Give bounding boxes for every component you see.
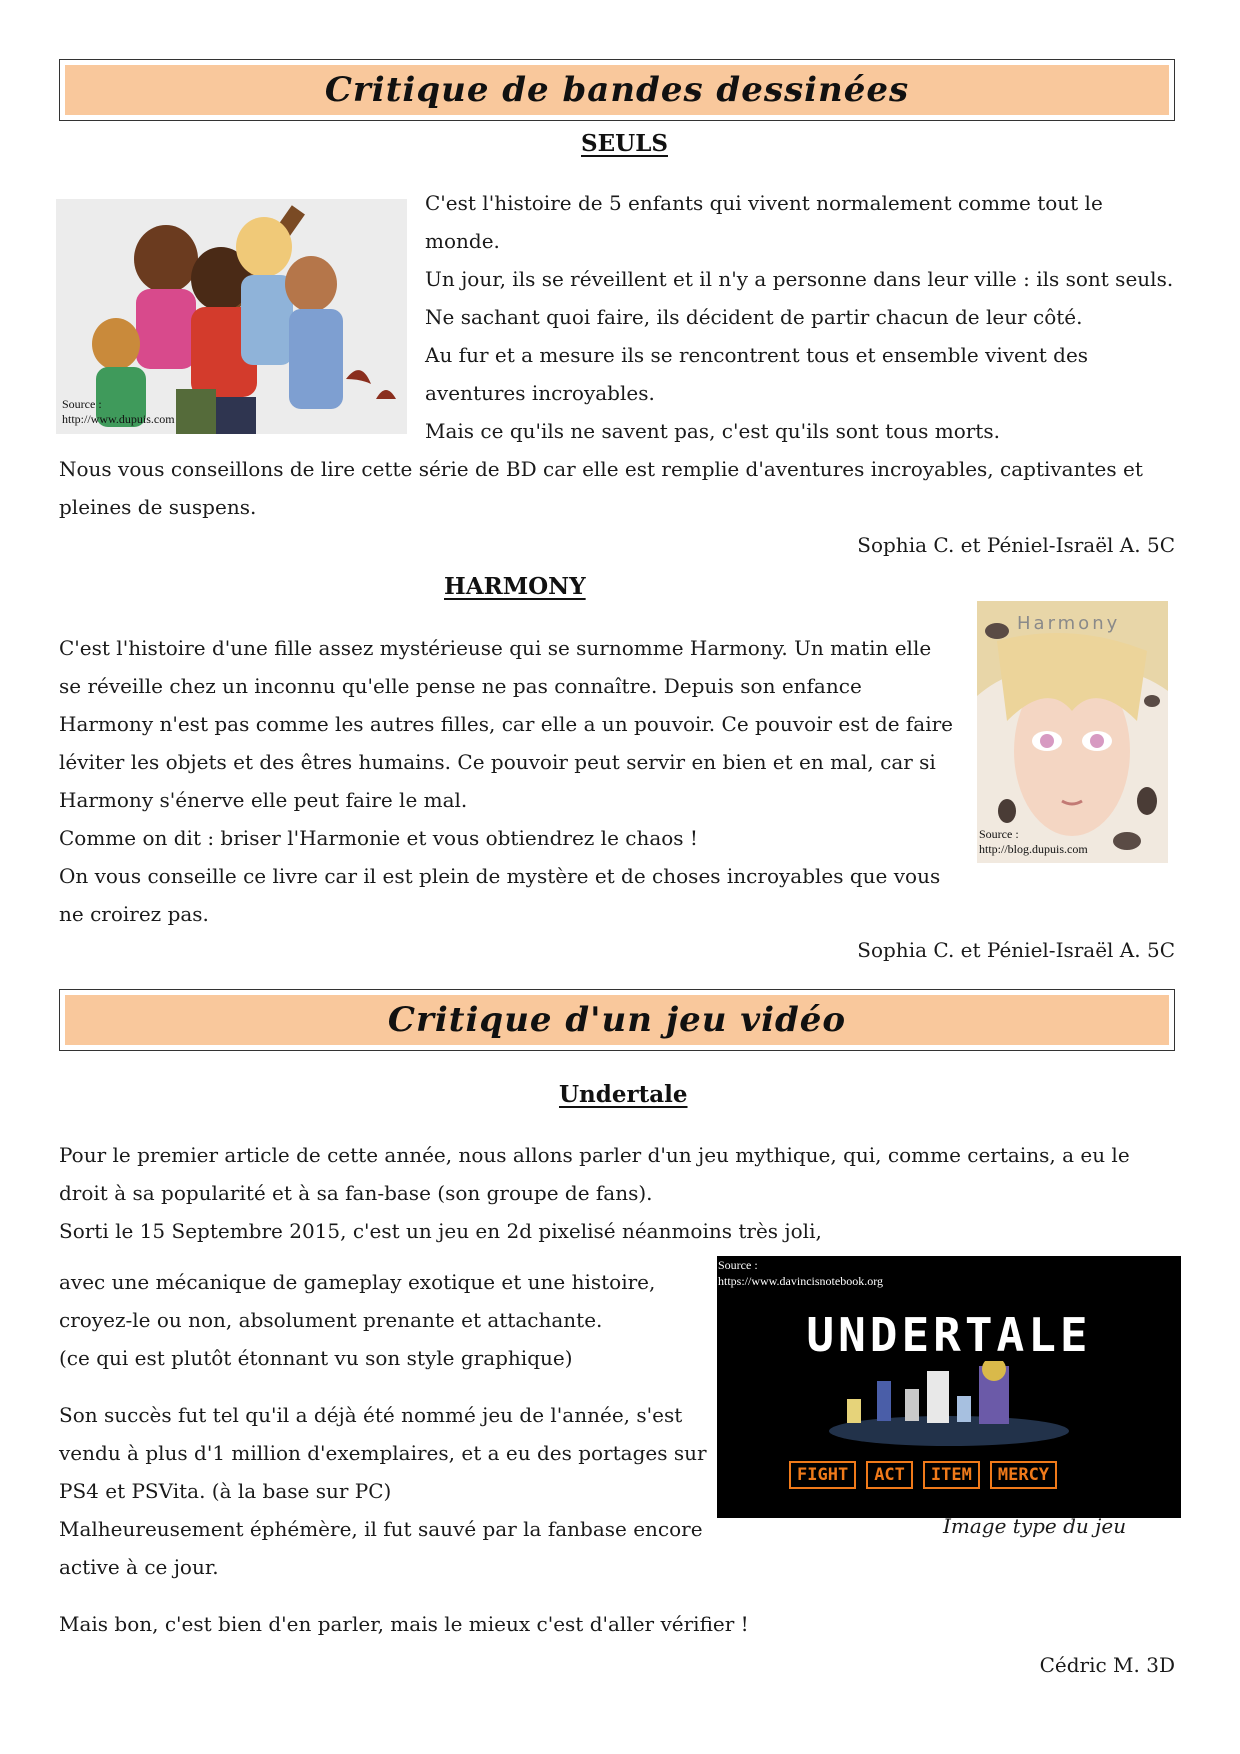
section-heading-comics: Critique de bandes dessinées — [65, 65, 1169, 115]
seuls-paragraph: Mais ce qu'ils ne savent pas, c'est qu'ils sont tous morts. — [425, 419, 1000, 443]
section-banner-videogame — [59, 989, 1175, 1051]
seuls-recommendation: Nous vous conseillons de lire cette série de BD car elle est remplie d'aventures incroyables, captivantes et pleines de suspens. — [59, 457, 1143, 519]
undertale-image-caption: Image type du jeu — [943, 1514, 1127, 1538]
undertale-author: Cédric M. 3D — [1039, 1653, 1175, 1677]
seuls-source-label: Source : — [62, 397, 102, 411]
section-heading-videogame: Critique d'un jeu vidéo — [65, 995, 1169, 1045]
undertale-paragraph: Son succès fut tel qu'il a déjà été nommé jeu de l'année, s'est vendu à plus d'1 million d'exemplaires, et a eu des portages sur PS4 et PSVita. (à la base sur PC) — [59, 1403, 707, 1503]
act-button: ACT — [866, 1461, 913, 1489]
harmony-cover-art — [977, 601, 1168, 863]
undertale-screenshot — [717, 1256, 1181, 1518]
seuls-illustration — [56, 199, 407, 434]
seuls-kids-drawing — [56, 199, 407, 434]
seuls-author: Sophia C. et Péniel-Israël A. 5C — [857, 533, 1175, 557]
harmony-source-label: Source : — [979, 827, 1019, 841]
harmony-paragraph: Comme on dit : briser l'Harmonie et vous obtiendrez le chaos ! — [59, 826, 698, 850]
undertale-success — [59, 1396, 719, 1586]
mercy-button: MERCY — [990, 1461, 1057, 1489]
undertale-paragraph: Malheureusement éphémère, il fut sauvé par la fanbase encore active à ce jour. — [59, 1517, 703, 1579]
harmony-cover-title: Harmony — [1017, 613, 1121, 634]
seuls-paragraphs — [425, 184, 1185, 450]
section-banner-comics — [59, 59, 1175, 121]
article-title-seuls: SEULS — [581, 130, 668, 157]
seuls-paragraph: Au fur et a mesure ils se rencontrent tous et ensemble vivent des aventures incroyables. — [425, 343, 1089, 405]
harmony-paragraph: C'est l'histoire d'une fille assez mystérieuse qui se surnomme Harmony. Un matin elle se réveille chez un inconnu qu'elle pense ne pas connaître. Depuis son enfance Harmony n'est pas comme les autres filles, car elle a un pouvoir. Ce pouvoir est de faire léviter les objets et des êtres humains. Ce pouvoir peut servir en bien et en mal, car si Harmony s'énerve elle peut faire le mal. — [59, 636, 954, 812]
harmony-source-url: http://blog.dupuis.com — [979, 842, 1088, 856]
undertale-release: Sorti le 15 Septembre 2015, c'est un jeu en 2d pixelisé néanmoins très joli, — [59, 1219, 822, 1243]
item-button: ITEM — [923, 1461, 980, 1489]
undertale-intro: Pour le premier article de cette année, nous allons parler d'un jeu mythique, qui, comme certains, a eu le droit à sa popularité et à sa fan-base (son groupe de fans). — [59, 1143, 1130, 1205]
harmony-cover — [977, 601, 1168, 863]
seuls-source-url: http://www.dupuis.com — [62, 412, 175, 426]
undertale-paragraph: (ce qui est plutôt étonnant vu son style graphique) — [59, 1346, 573, 1370]
undertale-characters — [717, 1361, 1181, 1446]
article-title-harmony: HARMONY — [444, 573, 586, 600]
harmony-paragraph: On vous conseille ce livre car il est plein de mystère et de choses incroyables que vous ne croirez pas. — [59, 864, 941, 926]
article-title-undertale: Undertale — [559, 1081, 688, 1108]
fight-button: FIGHT — [789, 1461, 856, 1489]
seuls-paragraph: Un jour, ils se réveillent et il n'y a personne dans leur ville : ils sont seuls. — [425, 267, 1174, 291]
undertale-source-url: https://www.davincisnotebook.org — [718, 1274, 883, 1288]
undertale-mechanics — [59, 1263, 699, 1377]
seuls-paragraph: C'est l'histoire de 5 enfants qui vivent normalement comme tout le monde. — [425, 191, 1103, 253]
undertale-paragraph: avec une mécanique de gameplay exotique et une histoire, croyez-le ou non, absolument prenante et attachante. — [59, 1270, 656, 1332]
seuls-paragraph: Ne sachant quoi faire, ils décident de partir chacun de leur côté. — [425, 305, 1083, 329]
harmony-paragraphs — [59, 629, 959, 933]
undertale-conclusion: Mais bon, c'est bien d'en parler, mais le mieux c'est d'aller vérifier ! — [59, 1612, 749, 1636]
undertale-battle-buttons — [789, 1461, 1057, 1489]
harmony-author: Sophia C. et Péniel-Israël A. 5C — [857, 938, 1175, 962]
undertale-source-label: Source : — [718, 1258, 758, 1272]
undertale-logo: UNDERTALE — [806, 1308, 1092, 1362]
